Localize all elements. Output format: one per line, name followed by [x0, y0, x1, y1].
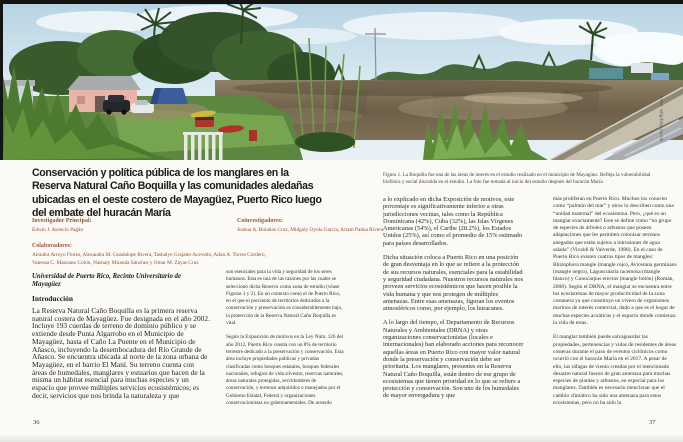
principal-investigator-label: Investigador Principal: [32, 218, 92, 224]
left-page-column-1 [32, 307, 210, 406]
photo-credit: Foto: Migdaly Oyola [659, 96, 664, 142]
collaborators-names-line1: Alondra Arroyo Flores, Alexandra M. Guadalupe Rivera, Tashalye Grajales Acevedo, Allan A. Torres Cordero, [32, 252, 266, 258]
collaborators-names-line2: Vanessa C. Manzano Colón, Nashaly Miranda Sánchez y Omar M. Zayas Cruz [32, 259, 199, 266]
title-line-3: ubicadas en el oeste costero de Mayagüez, Puerto Rico luego [32, 193, 322, 206]
paragraph: son esenciales para la vida y seguridad de los seres humanos. Esta es una de las razones por las cuales se seleccionó dicha Reserva como zona de estudio (véase Figuras 1 y 2). En un contexto como el de Puerto Rico, en el que el porciento de territorios dedicados a la conservación y preservación es considerablemente bajo, la protección de la Reserva Natural Caño Boquilla es vital. [226, 269, 343, 327]
figure1-photo [0, 0, 683, 160]
page-number-left: 36 [33, 419, 40, 426]
paragraph: Según la Exposición de motivos en la Ley Núm. 126 del año 2012, Puerto Rico cuenta con un 8% de territorio terrestre dedicado a la preservación y conservación. Esta área incluye propiedades públicas y privadas clasificadas como bosques estatales, bosques federales nacionales, refugios de vida silvestre, reservas naturales, áreas naturales protegidas, servidumbres de conservación, y terrenos adquiridos o manejados por el Gobierno Estatal, Federal y organizaciones conservacionistas no gubernamentales. De acuerdo [226, 334, 344, 407]
paragraph: La Reserva Natural Caño Boquilla es la primera reserva natural costera de Mayagüez. Fue designada en el año 2002. Incluye 193 cuerdas de terreno de dominio público y se extiende desde Punta Algarrobo en el Municipio de Mayagüez, hasta el Caño La Puente en el Municipio de Añasco, incluyendo la desembocadura del Río Grande de Añasco. Se encuentra ubicada al norte de la zona urbana de Mayagüez, en el barrio El Maní. Su terreno cuenta con áreas de humedales, manglares y estuarios que hacen de la misma un hábitat esencial para muchas especies y un espacio que provee múltiples servicios ecosistémicos; es decir, servicios que nos brinda la naturaleza y que [32, 306, 210, 400]
collaborators-block [32, 243, 292, 266]
landscape-photo-illustration [3, 4, 683, 160]
figure1-caption: Figura 1. La Boquilla fue una de las áreas de interés en el estudio realizado en el municipio de Mayagüez. Refleja la vulnerabilidad biofísica y social discutida en el estudio. La foto fue tomada al inicio del estudio después del huracán María. [383, 172, 651, 185]
title-line-4: del embate del huracán María [32, 206, 171, 219]
right-page-column-1 [383, 196, 524, 407]
left-page-column-2 [226, 269, 344, 414]
principal-investigator-block [32, 218, 182, 233]
paragraph: El manglar también puede salvaguardar las propiedades, pertenencias y vidas de residentes de áreas costeras durante el paso de eventos ciclónicos como ocurrió con el huracán María en el 2017. A pesar de ello, las ráfagas de viento creadas por el mencionado desastre natural fueron de gran amenaza para muchas especies de plantas y arbustos, en especial para los manglares. También es necesario mencionar que el cambio climático ha sido una amenaza para estos ecosistemas, pero no ha sido la [553, 334, 677, 407]
affiliation: Universidad de Puerto Rico, Recinto Universitario de Mayagüez [32, 273, 181, 289]
coinvestigators-names: Joshua A. Bolaños Cruz, Midgaly Oyola García, Ariam Padua Rivera [237, 227, 384, 233]
page-number-right: 37 [649, 419, 656, 426]
article-title [32, 167, 342, 220]
collaborators-label: Colaboradores: [32, 243, 72, 249]
paragraph: A lo largo del tiempo, el Departamento de Recursos Naturales y Ambientales (DRNA) y otras organizaciones conservacionistas (locales e internacionales) han elaborado acciones para reconocer aquellas áreas en Puerto Rico con mayor valor natural donde la preservación y conservación debe ser prioritaria. Los manglares, presentes en la Reserva Natural Caño Boquilla, están dentro de ese grupo de ecosistemas que tienen prioridad en lo que se refiere a protección y conservación. Son uno de los humedales de mayor envergadura y que [383, 319, 524, 400]
paragraph: más proliferan en Puerto Rico. Muchos los conocen como “pulmón del mar” y otros lo describen como una “unidad maternal” del ecosistema. Pero, ¿qué es un manglar exactamente? Este se define como “un grupo de especies de árboles o arbustos que poseen adaptaciones que les permiten colonizar terrenos anegados que están sujetos a intrusiones de agua salada” (Vivaldi & Valverde, 1988). En el caso de Puerto Rico existen cuatros tipos de mangles: Rhizophora mangle (mangle rojo), Avicennia germinans (mangle negro), Laguncularia racemosa (mangle blanco) y Conocarpus erectus (mangle botón) (Román, 2008). Según el DRNA, el manglar se encuentra entre los ecosistemas de mayor productividad de la zona costanera ya que constituye un vivero de organismos marinos de interés comercial, dado a que es el hogar de muchas especies acuáticas y el espacio donde comienza la vida de estas. [553, 196, 677, 327]
coinvestigators-block [237, 218, 387, 233]
title-line-2: Reserva Natural Caño Boquilla y las comunidades aledañas [32, 180, 314, 193]
principal-investigator-name: Edwin J. Asencio Pagán [32, 227, 84, 233]
coinvestigators-label: Coinvestigadores: [237, 218, 284, 224]
right-page-column-2 [553, 196, 677, 414]
section-heading-introduction: Introducción [32, 294, 73, 303]
paragraph: Dicha situación coloca a Puerto Rico en una posición de gran desventaja en lo que se refiere a la protección de sus recursos naturales, esenciales para la estabilidad y seguridad ciudadana. Nuestros recursos naturales nos proveen servicios ecosistémicos que hacen posible la vida humana y que nos protegen de múltiples amenazas. Entre esas amenazas, figuran los eventos atmosféricos como, por ejemplo, los huracanes. [383, 254, 524, 313]
paragraph: a lo explicado en dicha Exposición de motivos, este porcentaje es significativamente inferior a otras jurisdicciones vecinas, tales como la República Dominicana (42%), Cuba (32%), las Islas Vírgenes Americanas (54%), el Caribe (28.2%), los Estados Unidos (25%), así como el promedio de 15% estimado para países desarrollados. [383, 196, 523, 247]
title-line-1: Conservación y política pública de los manglares en la [32, 167, 289, 179]
